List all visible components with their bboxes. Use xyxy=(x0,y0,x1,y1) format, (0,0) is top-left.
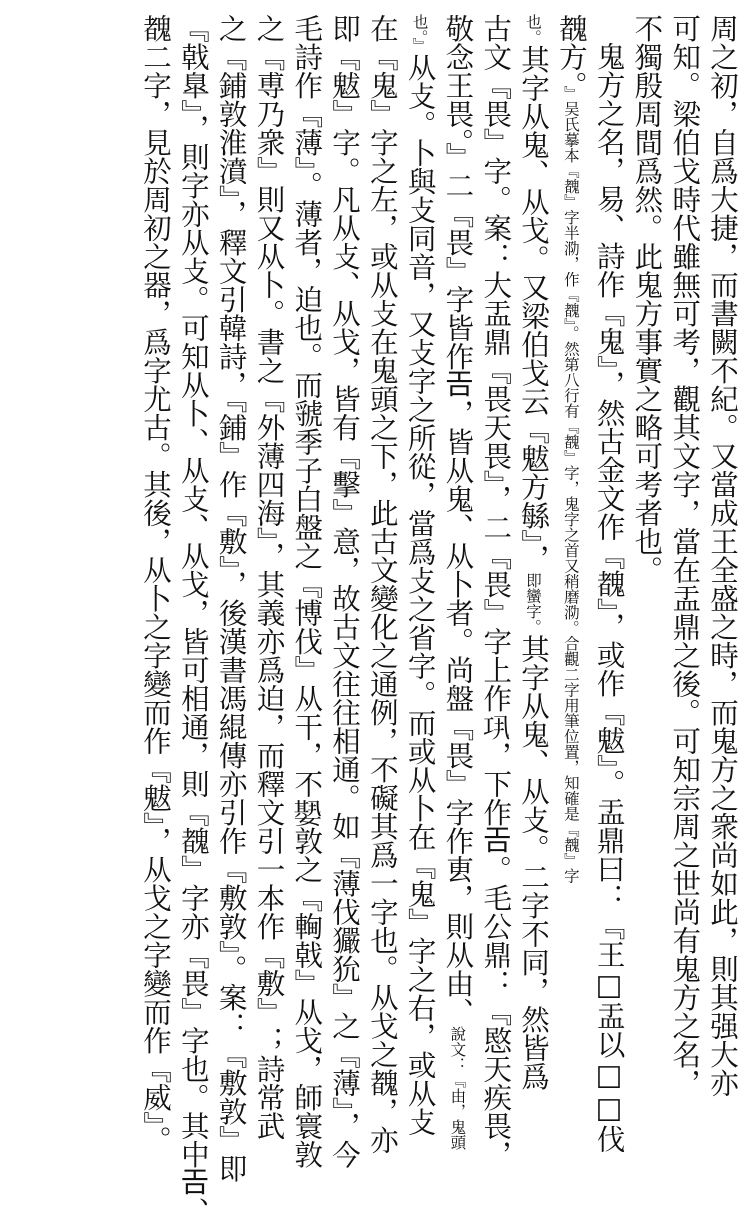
body-text: 在『鬼』字之左，或从攴在鬼頭之下，此古文變化之通例，不礙其爲一字也。从戈之䰩，亦 xyxy=(365,14,399,1154)
annotation-text: 也。』 xyxy=(410,14,429,53)
text-column xyxy=(515,14,551,1091)
body-text: 敬念王畏。』二『畏』字皆作𢀛，皆从鬼、从卜者。尚盤『畏』字作叀，則从由、 xyxy=(441,14,475,1026)
body-text: 䰩二字，見於周初之器，爲字尤古。其後，从卜之字變而作『魃』，从戈之字變而作『威』。 xyxy=(139,14,173,1154)
body-text: 不獨殷周間爲然。此鬼方事實之略可考者也。 xyxy=(630,14,664,584)
annotation-text: 』吴氏摹本『䰩』字半泐，作『䰩』。然第八行有『䰩』字，鬼字之首又稍磨泐。合觀二字用筆位置，知確是『䰩』字 xyxy=(561,85,580,884)
text-column xyxy=(250,14,286,1140)
body-text: 古文『畏』字。案：大盂鼎『畏天畏』，二『畏』字上作𢀜，下作𢀛。毛公鼎：『愍天疾畏， xyxy=(479,14,513,1169)
annotation-text: 也。 xyxy=(524,14,543,45)
body-text: 可知。梁伯戈時代雖無可考，觀其文字，當在盂鼎之後。可知宗周之世尚有鬼方之名， xyxy=(668,14,702,1097)
text-column xyxy=(364,14,400,1154)
body-text: 之『尃乃衆』則又从卜。書之『外薄四海』，其義亦爲迫，而釋文引一本作『敷』；詩常武 xyxy=(252,14,286,1140)
text-column xyxy=(477,14,513,1169)
body-text: 从攴。卜與攴同音，又攴字之所從，當爲攴之省字。而或从卜在『鬼』字之右，或从攴 xyxy=(403,52,437,1136)
text-column xyxy=(213,14,249,1183)
body-text: 即『魃』字。凡从攴、从戈，皆有『擊』意，故古文往往相通。如『薄伐玁狁』之『薄』，今 xyxy=(328,14,362,1169)
text-column xyxy=(326,14,362,1169)
body-text: 『戟臯』，則字亦从攴。可知从卜、从攴、从戈，皆可相通，則『䰩』字亦『畏』字也。其中𢀛、 xyxy=(176,14,210,1225)
text-column xyxy=(175,14,211,1225)
body-text: 鬼方之名，易、詩作『鬼』，然古金文作『䰩』，或作『魃』。盂鼎曰：『王□盂以□□伐 xyxy=(592,42,626,1153)
text-column xyxy=(439,14,475,1150)
body-text: 其字从鬼、从戈。又梁伯戈云『魃方緐』， xyxy=(517,45,551,573)
body-text: 䰩方。 xyxy=(554,14,588,86)
text-column xyxy=(553,14,589,1086)
text-column xyxy=(591,14,627,1153)
text-column xyxy=(137,14,173,1154)
text-column xyxy=(628,14,664,1086)
body-text: 毛詩作『薄』。薄者，迫也。而虢季子白盤之『博伐』从干，不𡢁敦之『䡘戟』从戈，師寰敦 xyxy=(290,14,324,1169)
text-column xyxy=(666,14,702,1097)
text-column xyxy=(704,14,740,1097)
text-column xyxy=(288,14,324,1169)
body-text: 其字从鬼、从攴。二字不同，然皆爲 xyxy=(517,634,551,1091)
annotation-text: 說文：『由，鬼頭 xyxy=(448,1025,467,1150)
body-text: 之『鋪敦淮濆』，釋文引韓詩，『鋪』作『敷』，後漢書馮緄傳亦引作『敷敦』。案：『敷敦』即 xyxy=(214,14,248,1183)
vertical-text-block xyxy=(135,14,740,1225)
annotation-text: 即蠻字。 xyxy=(524,572,543,635)
text-column xyxy=(402,14,438,1136)
body-text: 周之初，自爲大捷，而書闕不紀。又當成王全盛之時，而鬼方之衆尚如此，則其强大亦 xyxy=(706,14,739,1097)
